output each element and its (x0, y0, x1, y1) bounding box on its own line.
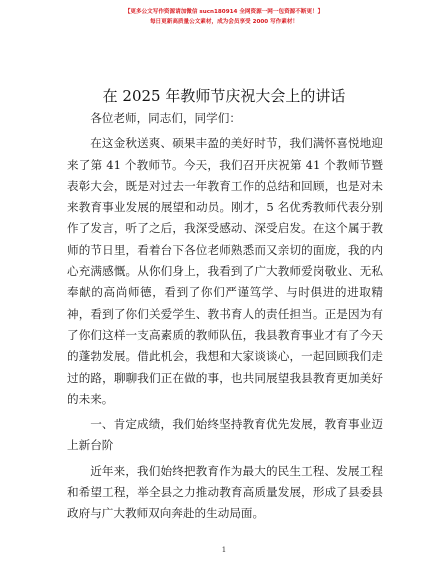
section-heading-1: 一、肯定成绩，我们始终坚持教育优先发展，教育事业迈上新台阶 (67, 417, 383, 453)
promo-line-2: 每日更新高质量公文素材，成为会员享受 2000 写作素材！ (149, 19, 299, 25)
paragraph-section-1: 近年来，我们始终把教育作为最大的民生工程、发展工程和希望工程，举全县之力推动教育高质量发展，形成了县委县政府与广大教师双向奔赴的生动局面。 (67, 463, 383, 521)
paragraph-intro: 在这金秋送爽、硕果丰盈的美好时节，我们满怀喜悦地迎来了第 41 个教师节。今天，我们召开庆祝第 41 个教师节暨表彰大会，既是对过去一年教育工作的总结和回顾，也是对未来教育事业发展的展望和动员。刚才，5 名优秀教师代表分别作了发言，听了之后，我深受感动、深受启发。在这个属于教师的节日里，看着台下各位老师熟悉而又亲切的面庞，我的内心充满感慨。从你们身上，我看到了广大教师爱岗敬业、无私奉献的高尚师德，看到了你们严谨笃学、与时俱进的进取精神，看到了你们关爱学生、教书育人的责任担当。正是因为有了你们这样一支高素质的教师队伍，我县教育事业才有了今天的蓬勃发展。借此机会，我想和大家谈谈心，一起回顾我们走过的路，聊聊我们正在做的事，也共同展望我县教育更加美好的未来。 (67, 136, 383, 406)
document-body (67, 108, 383, 525)
promo-header (0, 7, 448, 27)
salutation: 各位老师，同志们，同学们： (90, 111, 241, 125)
page-number: 1 (221, 546, 227, 554)
promo-line-1: 【更多公文写作资源请加微信 sucn180914 全网资源一网一包资源不断更！】 (124, 9, 324, 15)
document-title: 在 2025 年教师节庆祝大会上的讲话 (102, 87, 346, 105)
